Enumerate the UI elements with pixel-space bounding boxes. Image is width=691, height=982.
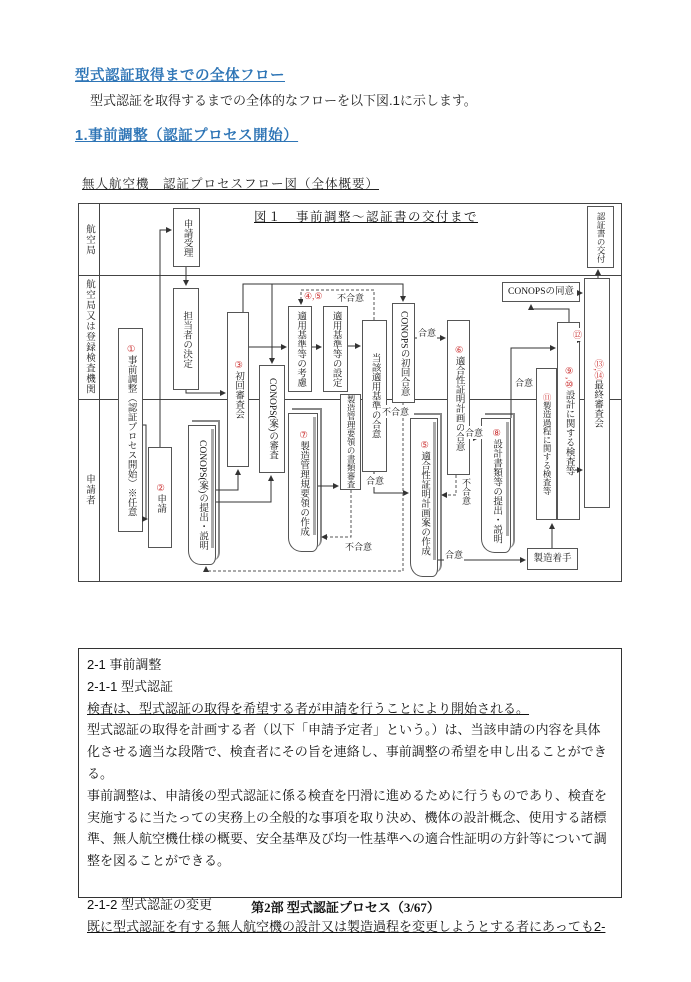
flow-node-initial-review-meeting: ③初回審査会 (227, 312, 249, 467)
flow-node-criteria-setting: 適用基準等の設定 (323, 306, 348, 392)
intro-text: 型式認証を取得するまでの全体的なフローを以下図.1に示します。 (90, 93, 477, 108)
edge-label-agree-manufacturing: 合意 (445, 550, 464, 560)
flow-node-criteria-agreement: 当該適用基準の合意 (362, 320, 387, 472)
edge-label-step-12: ⑫ (573, 330, 583, 340)
flow-node-final-review-meeting: ⑬,⑭最終審査会 (584, 278, 610, 508)
edge-label-disagree-plan: 不合意 (459, 478, 474, 505)
flow-node-conops-consent: CONOPSの同意 (502, 282, 580, 302)
flow-node-conops-submission: CONOPS(案)の提出・説明 (188, 425, 216, 565)
paragraph-inspection-start: 検査は、型式認証の取得を希望する者が申請を行うことにより開始される。 (87, 700, 530, 716)
lane-label-cab-or-inspection-org: 航空局又は登録検査機関 (84, 279, 94, 395)
flow-node-conops-review: CONOPS(案)の審査 (259, 365, 285, 473)
flow-node-certificate-issued: 認証書の交付 (587, 206, 614, 268)
lane-label-applicant: 申請者 (84, 474, 94, 506)
flowchart-caption: 無人航空機 認証プロセスフロー図（全体概要） (82, 177, 380, 191)
edge-label-agree-criteria: 合意 (366, 476, 385, 486)
edge-label-disagree-top: 不合意 (337, 293, 365, 303)
flow-node-start-manufacturing: 製造着手 (527, 548, 578, 570)
flow-node-compliance-plan-draft: ⑤適合性証明計画案の作成 (410, 418, 438, 577)
section-2-1-2-heading: 2-1-2 型式認証の変更 (87, 896, 212, 912)
edge-label-disagree-conops: 不合意 (382, 407, 410, 417)
paragraph-type-cert-change: 既に型式認証を有する無人航空機の設計又は製造過程を変更しようとする者にあっても2- (87, 918, 606, 934)
flow-node-conops-initial-agreement: CONOPSの初回合意 (392, 303, 415, 403)
section-2-1-heading: 2-1 事前調整 (87, 657, 162, 672)
lane-divider-1 (79, 275, 621, 276)
edge-label-disagree-manual: 不合意 (345, 542, 373, 552)
flow-node-assign-staff: 担当者の決定 (173, 288, 199, 390)
edge-label-agree-conops: 合意 (418, 328, 437, 338)
page-title: 型式認証取得までの全体フロー (75, 68, 285, 84)
flow-node-design-documents-submission: ⑧設計書類等の提出・説明 (481, 418, 511, 553)
section-2-1-1-heading: 2-1-1 型式認証 (87, 678, 173, 694)
page-footer: 第2部 型式認証プロセス（3/67） (251, 900, 440, 915)
paragraph-applicant-planning: 型式認証の取得を計画する者（以下「申請予定者」という。）は、当該申請の内容を具体化させる適当な段階で、検査者にその旨を連絡し、事前調整の希望を申し出ることができる。 (87, 722, 607, 781)
flow-node-manufacturing-manual-creation: ⑦製造管理規要領の作成 (288, 413, 318, 552)
section-heading: 1.事前調整（認証プロセス開始） (75, 128, 299, 144)
edge-label-steps-4-5: ④,⑤ (304, 291, 323, 301)
flow-node-application: ②申請 (148, 447, 172, 548)
paragraph-pre-coordination-purpose: 事前調整は、申請後の型式認証に係る検査を円滑に進めるために行うものであり、検査を実施するに当たっての実務上の全般的な事項を取り決め、機体の設計概念、使用する諸標準、無人航空機仕様の概要、安全基準及び均一性基準への適合性証明の方針等について調整を図ることができる。 (87, 787, 608, 869)
edge-label-agree-design: 合意 (515, 378, 534, 388)
edge-label-agree-plan: 合意 (465, 428, 484, 438)
flow-node-compliance-plan-agreement: ⑥適合性証明計画の合意 (447, 320, 470, 475)
figure-title: 図１ 事前調整～認証書の交付まで (254, 210, 479, 224)
lane-label-divider (99, 204, 100, 581)
flow-node-manufacturing-process-inspection: ⑪製造過程に関する検査等 (536, 368, 557, 520)
flow-node-manufacturing-manual-document-review: 製造管理要領の書類審査 (340, 394, 361, 490)
flow-node-criteria-consideration: 適用基準等の考慮 (288, 306, 312, 392)
flow-node-design-inspection: ⑨,⑩設計に関する検査等 (557, 322, 580, 520)
lane-label-cab: 航空局 (84, 224, 94, 256)
flow-node-pre-coordination: ①事前調整（認証プロセス開始）※任意 (118, 328, 143, 532)
flow-node-application-received: 申請受理 (173, 208, 200, 267)
